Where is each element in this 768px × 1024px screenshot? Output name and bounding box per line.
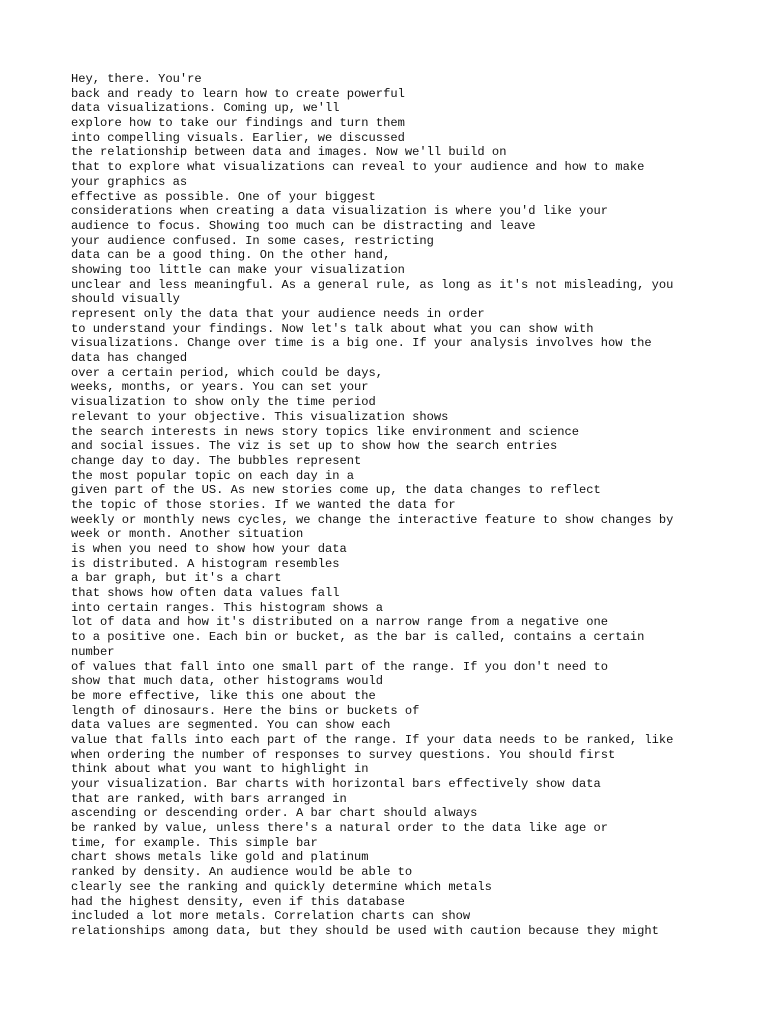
- transcript-line: the topic of those stories. If we wanted the data for: [71, 497, 456, 512]
- transcript-line: when ordering the number of responses to survey questions. You should first: [71, 747, 616, 762]
- transcript-line: week or month. Another situation: [71, 527, 304, 542]
- transcript-line: data visualizations. Coming up, we'll: [71, 101, 340, 116]
- transcript-line: that are ranked, with bars arranged in: [71, 791, 347, 806]
- transcript-line: data can be a good thing. On the other hand,: [71, 248, 391, 263]
- transcript-line: audience to focus. Showing too much can be distracting and leave: [71, 218, 536, 233]
- transcript-line: into certain ranges. This histogram shows a: [71, 600, 384, 615]
- transcript-line: explore how to take our findings and turn them: [71, 116, 405, 131]
- transcript-line: into compelling visuals. Earlier, we discussed: [71, 130, 405, 145]
- transcript-line: that shows how often data values fall: [71, 586, 340, 601]
- transcript-line: be more effective, like this one about the: [71, 688, 376, 703]
- transcript-line: relationships among data, but they should be used with caution because they might: [71, 923, 659, 938]
- transcript-line: clearly see the ranking and quickly determine which metals: [71, 879, 492, 894]
- transcript-line: is when you need to show how your data: [71, 542, 347, 556]
- transcript-line: the search interests in news story topics like environment and science: [71, 424, 580, 439]
- transcript-line: your audience confused. In some cases, restricting: [71, 233, 434, 248]
- transcript-line: data has changed: [71, 351, 188, 366]
- transcript-line: back and ready to learn how to create powerful: [71, 86, 405, 101]
- transcript-line: of values that fall into one small part of the range. If you don't need to: [71, 659, 609, 674]
- transcript-line: that to explore what visualizations can reveal to your audience and how to make: [71, 160, 645, 175]
- transcript-line: a bar graph, but it's a chart: [71, 571, 282, 586]
- transcript-line: visualization to show only the time period: [71, 395, 376, 410]
- transcript-line: Hey, there. You're: [71, 72, 202, 86]
- transcript-line: to understand your findings. Now let's talk about what you can show with: [71, 321, 594, 336]
- transcript-line: effective as possible. One of your biggest: [71, 189, 376, 204]
- transcript-line: show that much data, other histograms would: [71, 674, 384, 689]
- transcript-line: over a certain period, which could be days,: [71, 365, 384, 380]
- transcript-line: is distributed. A histogram resembles: [71, 556, 340, 571]
- transcript-text: [71, 72, 711, 939]
- transcript-line: included a lot more metals. Correlation charts can show: [71, 909, 471, 924]
- transcript-line: be ranked by value, unless there's a natural order to the data like age or: [71, 821, 609, 836]
- transcript-line: represent only the data that your audience needs in order: [71, 307, 485, 321]
- transcript-line: to a positive one. Each bin or bucket, as the bar is called, contains a certain: [71, 630, 645, 645]
- transcript-line: your visualization. Bar charts with horizontal bars effectively show data: [71, 777, 601, 791]
- transcript-line: relevant to your objective. This visualization shows: [71, 409, 449, 424]
- transcript-line: value that falls into each part of the range. If your data needs to be ranked, like: [71, 732, 674, 747]
- transcript-line: visualizations. Change over time is a big one. If your analysis involves how the: [71, 336, 652, 351]
- transcript-line: length of dinosaurs. Here the bins or buckets of: [71, 703, 420, 718]
- transcript-line: ranked by density. An audience would be able to: [71, 865, 413, 880]
- transcript-line: unclear and less meaningful. As a general rule, as long as it's not misleading, you: [71, 277, 674, 292]
- transcript-line: given part of the US. As new stories come up, the data changes to reflect: [71, 483, 601, 498]
- transcript-line: should visually: [71, 292, 180, 307]
- transcript-line: weeks, months, or years. You can set your: [71, 380, 369, 395]
- transcript-line: your graphics as: [71, 174, 188, 189]
- transcript-line: considerations when creating a data visualization is where you'd like your: [71, 204, 609, 219]
- transcript-line: weekly or monthly news cycles, we change the interactive feature to show changes by: [71, 512, 674, 527]
- transcript-line: chart shows metals like gold and platinum: [71, 850, 369, 865]
- transcript-line: lot of data and how it's distributed on a narrow range from a negative one: [71, 615, 609, 630]
- transcript-line: the most popular topic on each day in a: [71, 468, 355, 483]
- transcript-line: think about what you want to highlight in: [71, 762, 369, 777]
- transcript-line: the relationship between data and images. Now we'll build on: [71, 145, 507, 160]
- transcript-line: and social issues. The viz is set up to show how the search entries: [71, 439, 558, 454]
- transcript-line: change day to day. The bubbles represent: [71, 453, 362, 468]
- transcript-line: ascending or descending order. A bar chart should always: [71, 806, 478, 821]
- transcript-line: had the highest density, even if this database: [71, 894, 405, 909]
- transcript-line: showing too little can make your visualization: [71, 262, 405, 277]
- transcript-line: number: [71, 644, 115, 659]
- transcript-line: time, for example. This simple bar: [71, 835, 318, 850]
- transcript-line: data values are segmented. You can show each: [71, 718, 391, 733]
